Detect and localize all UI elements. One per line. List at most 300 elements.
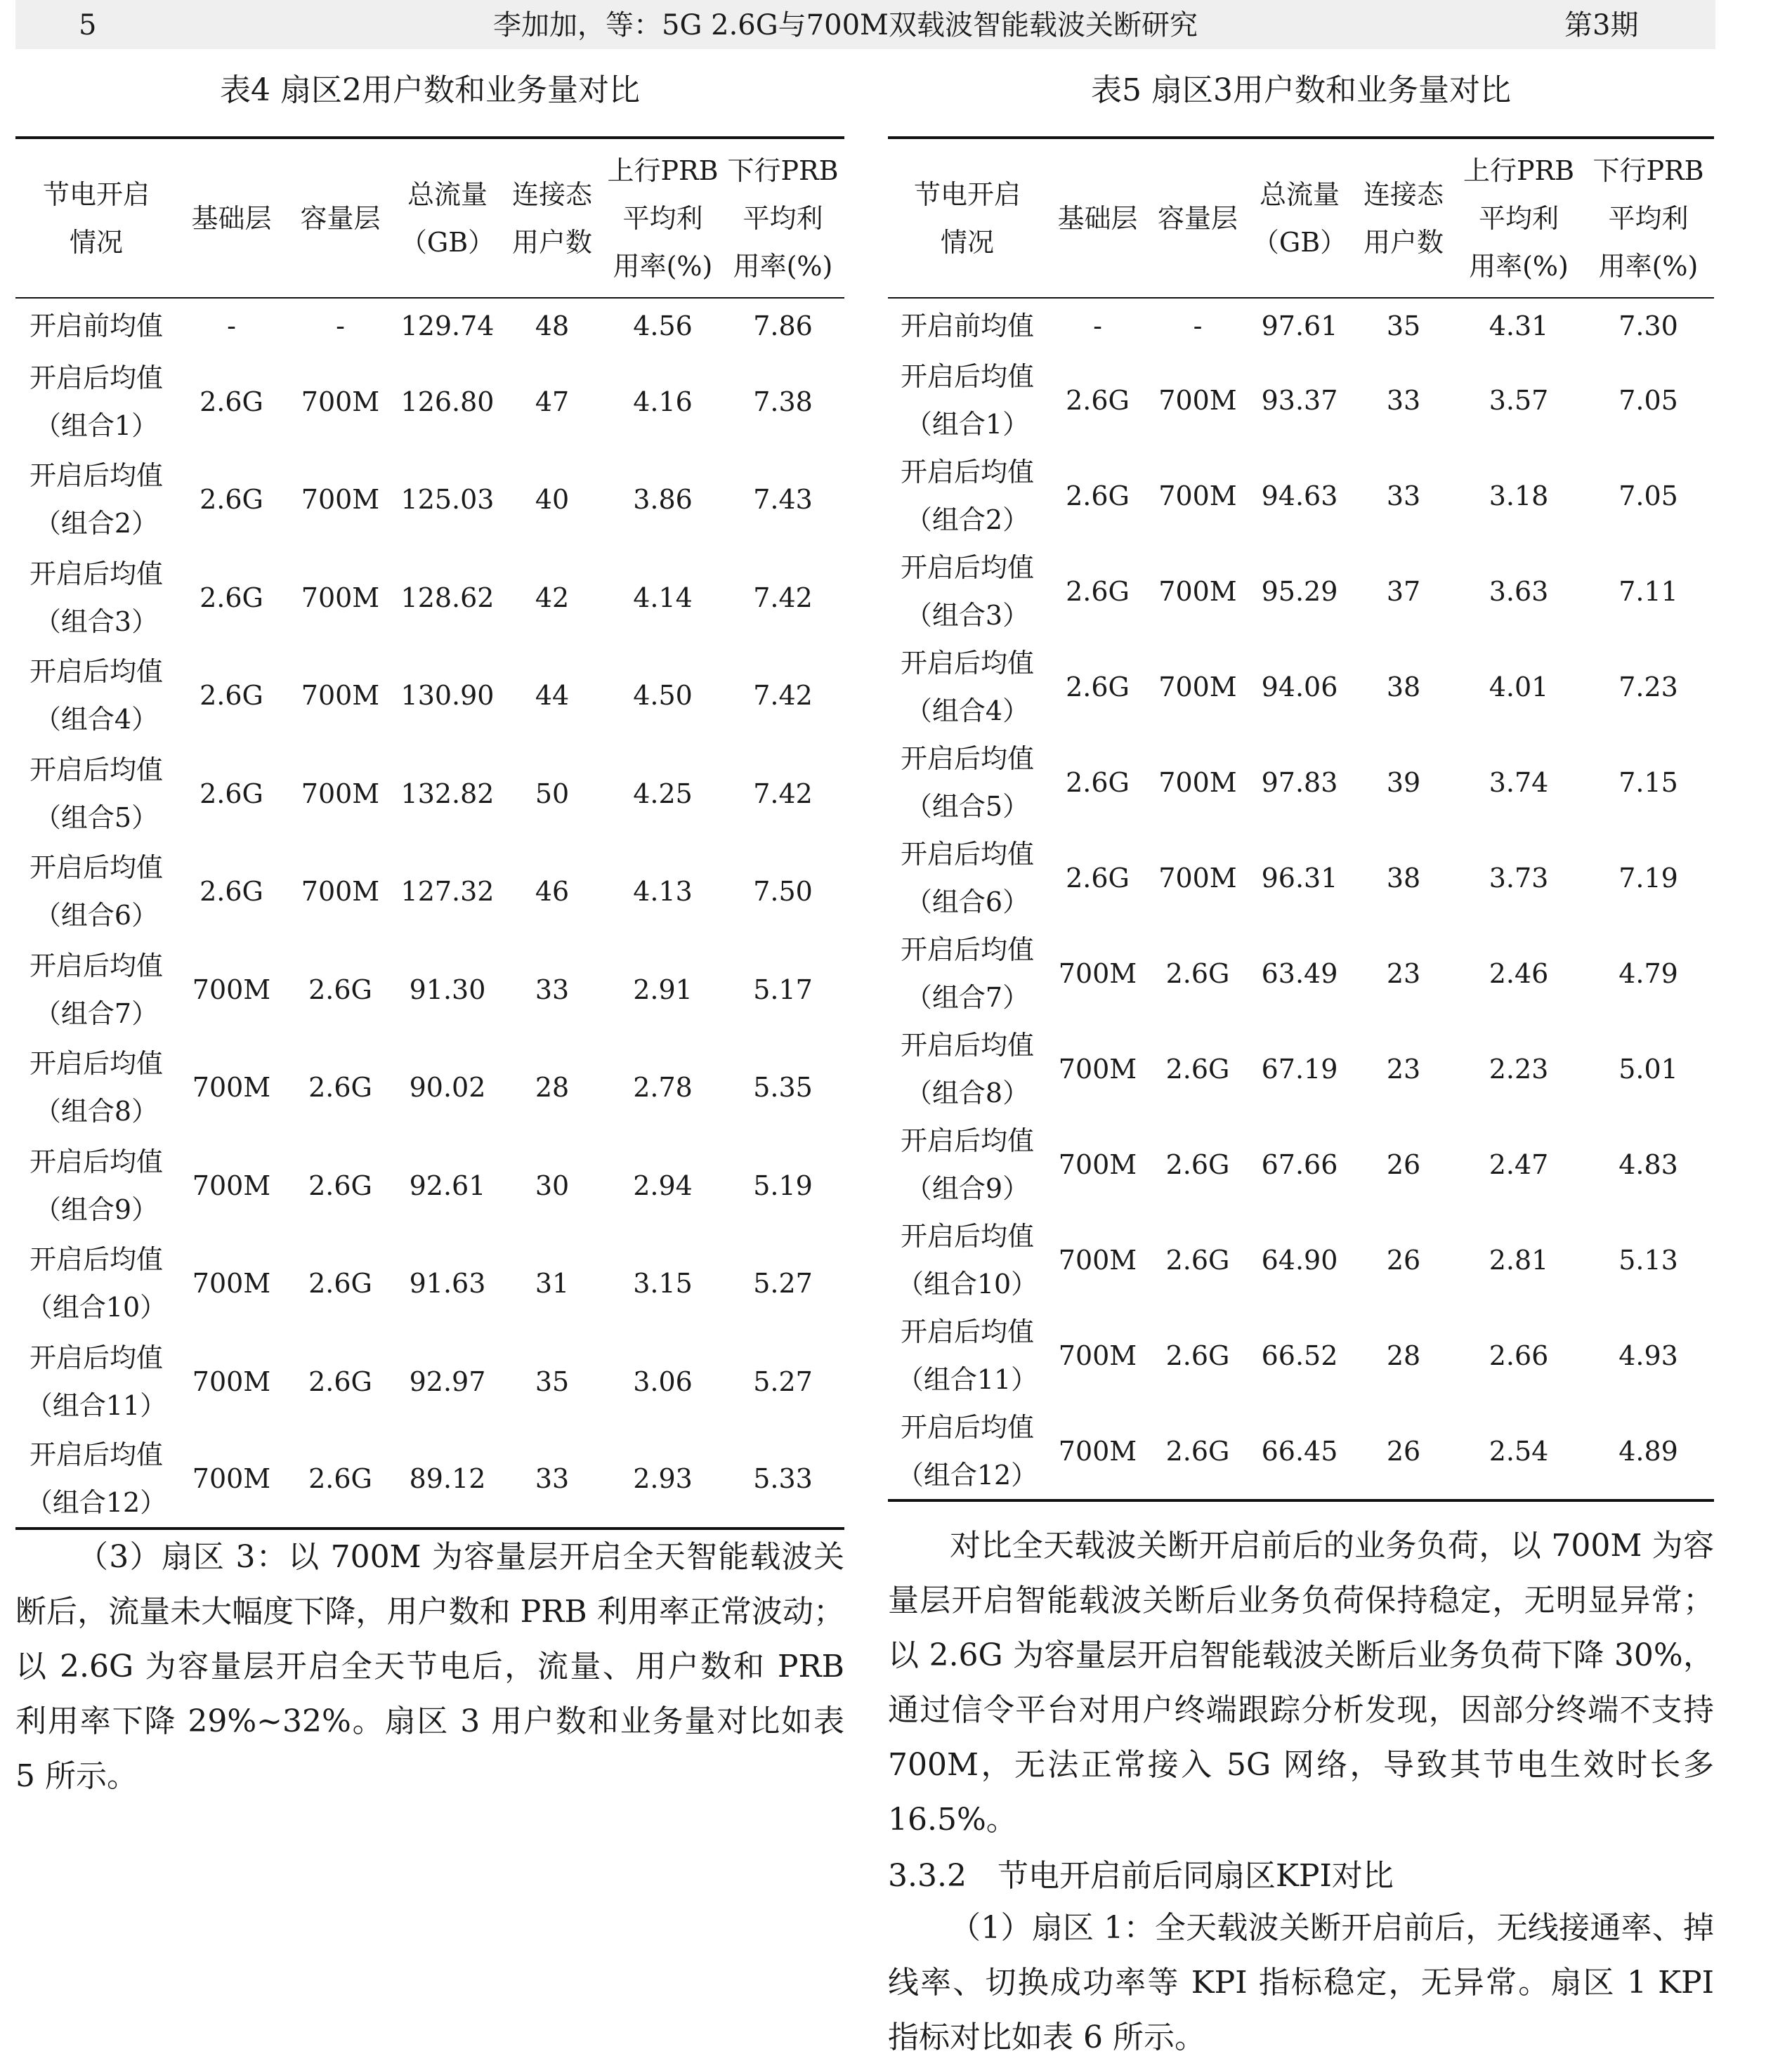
table4-header-col-0 [15,138,177,298]
header-line: （GB） [400,226,495,258]
table-cell: 2.54 [1455,1403,1583,1500]
table-cell: 128.62 [400,582,495,613]
header-line: 节电开启 [913,178,1021,210]
table-cell: 2.46 [1489,958,1549,989]
table-cell: 2.6G [1066,767,1130,798]
row-label-line: （组合1） [34,410,159,441]
table4-caption: 表4 扇区2用户数和业务量对比 [220,72,640,108]
table-cell: 7.43 [753,484,813,516]
table-cell: 2.6G [1066,576,1130,607]
table-cell: 3.06 [633,1366,693,1397]
table-cell: 2.6G [308,974,372,1005]
table-cell: 130.90 [400,680,495,712]
table-cell: 42 [535,582,570,613]
table-cell: 700M [301,876,380,908]
row-label-line: （组合6） [34,900,159,931]
row-label-line: （组合9） [905,1173,1030,1204]
right-paragraph-1: 对比全天载波关断开启前后的业务负荷，以 700M 为容量层开启智能载波关断后业务负荷保持稳定，无明显异常；以 2.6G 为容量层开启智能载波关断后业务负荷下降 30%，通过信令平台对用户终端跟踪分析发现，因部分终端不支持 700M，无法正常接入 5G 网络，导致其节电生效时长多 16.5%。 [888,1528,1714,1838]
table-cell: 7.05 [1618,385,1678,416]
table-cell: 7.86 [753,310,813,341]
row-label [888,1117,1047,1212]
table-cell: 4.25 [633,778,693,809]
table-cell: 5.27 [753,1268,813,1300]
table-cell: 4.50 [633,680,693,712]
table-row [15,451,844,549]
row-label [15,353,177,451]
right-paragraph-2: （1）扇区 1：全天载波关断开启前后，无线接通率、掉线率、切换成功率等 KPI 指标稳定，无异常。扇区 1 KPI 指标对比如表 6 所示。 [888,1910,1714,2055]
row-label [888,1212,1047,1308]
table-cell: 4.79 [1618,958,1678,989]
table-cell: 26 [1386,1245,1421,1276]
table-cell: 67.66 [1261,1149,1338,1180]
table-cell: 28 [1386,1340,1421,1371]
table-cell: 2.6G [200,386,263,417]
table4-header-row [15,138,844,298]
row-label-line: （组合8） [34,1096,159,1127]
header-line: 情况 [69,226,123,258]
row-label-line: （组合7） [34,997,159,1029]
table-cell: - [227,310,236,341]
row-label-line: （组合9） [34,1193,159,1225]
table-cell: 2.66 [1489,1340,1549,1371]
table-cell: 3.57 [1489,385,1549,416]
table5-header-col-1 [1047,138,1149,298]
table-cell: 7.30 [1618,310,1678,341]
table-cell: 94.63 [1261,480,1338,511]
table-cell: 97.61 [1261,310,1338,341]
row-label-line: 开启后均值 [900,934,1034,965]
row-label-line: 开启后均值 [900,1316,1034,1347]
header-line: 上行PRB [607,155,719,186]
table-cell: 7.15 [1618,767,1678,798]
table-cell: 700M [1058,1340,1137,1371]
header-line: 平均利 [743,202,823,234]
header-line: 下行PRB [1592,155,1704,186]
row-label [15,451,177,549]
row-label [15,647,177,745]
row-label-line: （组合12） [25,1487,167,1519]
row-label-line: （组合10） [896,1269,1038,1300]
table-cell: 4.13 [633,876,693,908]
table-cell: 2.47 [1489,1149,1549,1180]
table-cell: 700M [1058,958,1137,989]
table-cell: 2.91 [633,974,693,1005]
table-cell: 4.01 [1489,672,1549,702]
table-cell: 2.6G [1066,385,1130,416]
table4-header-col-5 [604,138,721,298]
header-line: 下行PRB [727,155,839,186]
table-cell: 700M [1058,1054,1137,1085]
row-label-line: （组合4） [34,704,159,735]
header-line: 节电开启 [42,178,150,210]
table-cell: 93.37 [1261,385,1338,416]
table-cell: 33 [1386,480,1421,511]
table-cell: 91.63 [409,1268,486,1300]
table-cell: 95.29 [1261,576,1338,607]
table5-header-row [888,138,1714,298]
table-cell: 2.6G [1066,480,1130,511]
row-label-line: 开启后均值 [900,361,1034,392]
table-cell: 92.61 [409,1170,486,1201]
table-cell: 2.6G [308,1366,372,1397]
row-label [15,1235,177,1333]
row-label-line: 开启后均值 [29,1244,163,1276]
table-cell: 2.81 [1489,1245,1549,1276]
table-cell: 30 [535,1170,570,1201]
header-line: 容量层 [1157,202,1238,234]
header-line: 容量层 [300,202,381,234]
table-row [888,1403,1714,1500]
header-line: 用户数 [1363,226,1444,258]
table-cell: 3.18 [1489,480,1549,511]
row-label-line: （组合5） [905,791,1030,822]
table-cell: 4.83 [1618,1149,1678,1180]
table-cell: 700M [1058,1149,1137,1180]
table4 [15,136,844,1530]
table-cell: - [336,310,345,341]
table-cell: 90.02 [409,1072,486,1104]
table-cell: 2.94 [633,1170,693,1201]
row-label [15,745,177,843]
row-label [888,1403,1047,1500]
header-line: 基础层 [1057,202,1138,234]
header-line: 用户数 [511,226,592,258]
table-cell: 125.03 [400,484,495,516]
table-cell: 129.74 [400,310,495,341]
row-label-line: 开启后均值 [900,743,1034,774]
table-cell: 4.14 [633,582,693,613]
table-cell: 700M [1058,1245,1137,1276]
table-cell: 7.05 [1618,480,1678,511]
table-cell: 132.82 [400,778,495,809]
header-line: （GB） [1252,226,1347,258]
row-label [15,1431,177,1529]
table-cell: 700M [301,484,380,516]
table5 [888,136,1714,1502]
table-cell: 23 [1386,958,1421,989]
table-cell: 700M [177,1431,286,1529]
table-cell: 2.23 [1489,1054,1549,1085]
table-cell: 700M [192,1268,271,1300]
table-cell: 700M [1158,672,1237,702]
row-label-line: 开启前均值 [29,310,163,341]
table-cell: 64.90 [1261,1245,1338,1276]
table-cell: 2.6G [1165,1054,1230,1085]
table-cell: 35 [1386,310,1421,341]
running-title: 李加加，等：5G 2.6G与700M双载波智能载波关断研究 [493,9,1198,41]
issue-number: 第3期 [1564,9,1639,41]
row-label [15,549,177,647]
table-cell: 33 [535,974,570,1005]
table-row [15,353,844,451]
header-line: 情况 [940,226,994,258]
table-cell: 94.06 [1261,672,1338,702]
header-line: 平均利 [1478,202,1559,234]
table-cell: 7.42 [753,582,813,613]
table-row [15,745,844,843]
table-cell: - [1193,310,1203,341]
table-cell: 3.86 [633,484,693,516]
table-cell: 700M [1047,1403,1149,1500]
table-cell: 700M [192,1366,271,1397]
table-cell: 66.52 [1261,1340,1338,1371]
table-row [15,549,844,647]
table-cell: 5.13 [1618,1245,1678,1276]
row-label [888,544,1047,639]
row-label [888,353,1047,448]
table-row [888,298,1714,353]
row-label-line: （组合3） [905,600,1030,631]
table-cell: - [1093,310,1102,341]
table-row [15,298,844,353]
header-line: 总流量 [1259,178,1340,210]
row-label-line: 开启后均值 [900,1030,1034,1061]
table-cell: 4.89 [1583,1403,1714,1500]
table-cell: 2.6G [200,778,263,809]
row-label-line: 开启后均值 [900,552,1034,583]
section-heading [888,1854,1714,1898]
table-cell: 700M [192,1170,271,1201]
table-cell: 46 [535,876,570,908]
page-number: 5 [79,9,97,41]
row-label-line: 开启后均值 [29,1439,163,1471]
table-cell: 2.6G [1066,672,1130,702]
row-label [888,639,1047,735]
row-label [15,843,177,941]
table-cell: 7.50 [753,876,813,908]
table-row [888,1021,1714,1117]
row-label-line: （组合2） [905,504,1030,535]
row-label [888,1021,1047,1117]
left-paragraph: （3）扇区 3：以 700M 为容量层开启全天智能载波关断后，流量未大幅度下降，用户数和 PRB 利用率正常波动；以 2.6G 为容量层开启全天节电后，流量、用户数和 PRB 利用率下降 29%~32%。扇区 3 用户数和业务量对比如表 5 所示。 [15,1539,844,1794]
table-cell: 3.73 [1489,863,1549,894]
table-row [15,1137,844,1235]
table4-header-col-4 [500,138,604,298]
table-cell: 700M [301,582,380,613]
table-cell: 2.6G [308,1072,372,1104]
row-label-line: （组合4） [905,695,1030,726]
row-label-line: （组合11） [896,1364,1038,1395]
table-cell: 7.23 [1618,672,1678,702]
table-cell: 2.6G [308,1170,372,1201]
table-cell: 63.49 [1261,958,1338,989]
table-cell: 2.6G [200,876,263,908]
table4-header-col-1 [177,138,286,298]
table-cell: 7.42 [753,778,813,809]
table-cell: 7.42 [753,680,813,712]
header-line: 用率(%) [1469,250,1569,282]
table5-header-col-2 [1149,138,1247,298]
table-row [15,1039,844,1137]
row-label [888,735,1047,830]
table-cell: 35 [535,1366,570,1397]
table-cell: 5.35 [753,1072,813,1104]
table-cell: 126.80 [400,386,495,417]
table-cell: 2.6G [1165,1245,1230,1276]
table-cell: 47 [535,386,570,417]
table-cell: 7.11 [1618,576,1678,607]
table-cell: 4.31 [1489,310,1549,341]
page-header [15,0,1715,49]
row-label-line: 开启后均值 [900,1125,1034,1156]
table5-caption: 表5 扇区3用户数和业务量对比 [1091,72,1511,108]
table-cell: 26 [1352,1403,1455,1500]
row-label-line: （组合5） [34,801,159,833]
row-label [15,1137,177,1235]
table-cell: 97.83 [1261,767,1338,798]
table-cell: 96.31 [1261,863,1338,894]
header-line: 总流量 [407,178,488,210]
table-cell: 5.27 [753,1366,813,1397]
row-label-line: （组合2） [34,508,159,539]
row-label [15,941,177,1039]
table-cell: 39 [1386,767,1421,798]
row-label-line: 开启后均值 [29,1342,163,1373]
row-label [888,298,1047,353]
row-label-line: （组合7） [905,982,1030,1013]
row-label [15,298,177,353]
section-title: 节电开启前后同扇区KPI对比 [998,1858,1394,1894]
table-cell: 37 [1386,576,1421,607]
table-cell: 700M [1158,480,1237,511]
row-label-line: 开启后均值 [900,648,1034,679]
table5-header-col-6 [1583,138,1714,298]
row-label [888,830,1047,926]
row-label-line: 开启后均值 [29,754,163,785]
table5-header-col-3 [1247,138,1352,298]
table-row [888,926,1714,1021]
header-line: 连接态 [511,178,592,210]
table-cell: 2.6G [200,582,263,613]
table5-header-col-0 [888,138,1047,298]
table-cell: 31 [535,1268,570,1300]
row-label-line: 开启后均值 [29,1048,163,1080]
table-cell: 89.12 [395,1431,500,1529]
row-label-line: 开启前均值 [900,310,1034,341]
table-row [888,639,1714,735]
table-cell: 48 [535,310,570,341]
table-row [15,941,844,1039]
table-cell: 7.38 [753,386,813,417]
table-cell: 700M [192,1072,271,1104]
table-cell: 700M [1158,576,1237,607]
table-row [15,1431,844,1529]
table-cell: 5.33 [721,1431,844,1529]
table-cell: 700M [1158,863,1237,894]
table-row [888,1117,1714,1212]
table-cell: 700M [192,974,271,1005]
row-label [888,926,1047,1021]
table-cell: 67.19 [1261,1054,1338,1085]
table-cell: 700M [301,386,380,417]
table-cell: 2.6G [1165,958,1230,989]
table-cell: 66.45 [1247,1403,1352,1500]
table-cell: 7.19 [1618,863,1678,894]
header-line: 用率(%) [613,250,713,282]
table-row [888,735,1714,830]
table-cell: 28 [535,1072,570,1104]
row-label-line: 开启后均值 [29,1146,163,1177]
table-cell: 2.6G [200,680,263,712]
table-cell: 23 [1386,1054,1421,1085]
table-cell: 91.30 [409,974,486,1005]
table-cell: 2.6G [200,484,263,516]
table-cell: 2.6G [286,1431,395,1529]
table4-header-col-3 [395,138,500,298]
header-line: 用率(%) [1598,250,1699,282]
table-cell: 38 [1386,863,1421,894]
table-cell: 3.74 [1489,767,1549,798]
table-cell: 5.01 [1618,1054,1678,1085]
row-label-line: 开启后均值 [900,457,1034,487]
table-cell: 127.32 [400,876,495,908]
table-cell: 26 [1386,1149,1421,1180]
header-line: 用率(%) [733,250,833,282]
row-label-line: 开启后均值 [29,460,163,492]
table-cell: 2.6G [1165,1340,1230,1371]
table-cell: 3.15 [633,1268,693,1300]
table-row [15,843,844,941]
row-label-line: 开启后均值 [29,950,163,981]
row-label-line: （组合11） [25,1389,167,1421]
table-row [15,1235,844,1333]
row-label-line: 开启后均值 [900,1412,1034,1443]
row-label [888,448,1047,544]
table-row [15,1333,844,1431]
row-label-line: （组合6） [905,886,1030,917]
table-cell: 38 [1386,672,1421,702]
table-cell: 2.6G [1149,1403,1247,1500]
table4-header-col-6 [721,138,844,298]
table-cell: 5.17 [753,974,813,1005]
table-row [888,1308,1714,1403]
table-cell: 2.93 [604,1431,721,1529]
table-cell: 2.6G [1165,1149,1230,1180]
row-label-line: （组合3） [34,606,159,637]
table-cell: 4.56 [633,310,693,341]
table-cell: 700M [301,680,380,712]
row-label-line: 开启后均值 [29,852,163,884]
header-line: 平均利 [1608,202,1689,234]
table-cell: 700M [1158,767,1237,798]
table-cell: 2.6G [308,1268,372,1300]
table-cell: 50 [535,778,570,809]
table-cell: 33 [500,1431,604,1529]
row-label-line: （组合8） [905,1078,1030,1108]
table4-header-col-2 [286,138,395,298]
header-line: 上行PRB [1463,155,1575,186]
table-cell: 33 [1386,385,1421,416]
header-line: 平均利 [622,202,703,234]
table-cell: 3.63 [1489,576,1549,607]
table-cell: 4.16 [633,386,693,417]
row-label-line: 开启后均值 [29,362,163,393]
table-row [888,544,1714,639]
table-row [888,448,1714,544]
section-number: 3.3.2 [888,1858,967,1894]
row-label-line: 开启后均值 [29,656,163,688]
row-label-line: 开启后均值 [29,558,163,589]
row-label-line: （组合10） [25,1292,167,1323]
table-cell: 2.6G [1066,863,1130,894]
table5-header-col-5 [1455,138,1583,298]
row-label-line: （组合12） [896,1460,1038,1491]
table-row [888,353,1714,448]
table-row [888,1212,1714,1308]
table-cell: 700M [1158,385,1237,416]
row-label [15,1333,177,1431]
table-cell: 44 [535,680,570,712]
